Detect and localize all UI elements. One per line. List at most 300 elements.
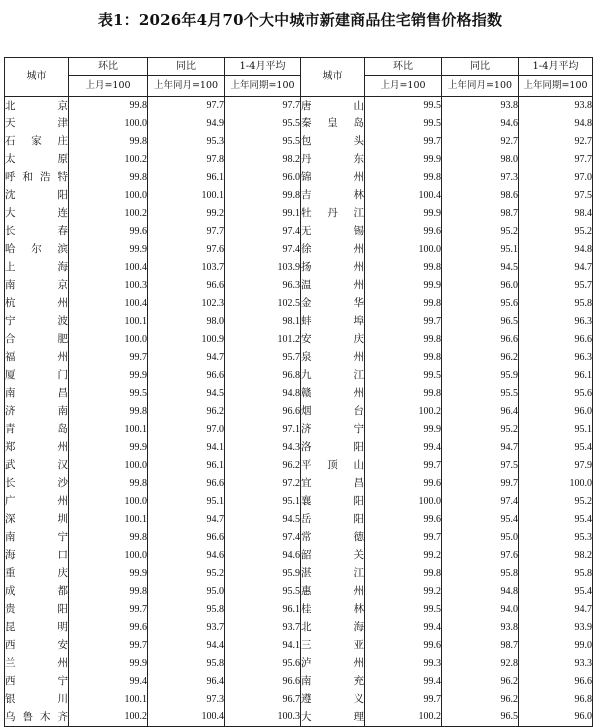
- left-yoy-cell: 95.2: [148, 565, 225, 583]
- left-yoy-cell: 96.6: [148, 475, 225, 493]
- right-mom-cell: 99.6: [365, 637, 442, 655]
- right-mom-cell: 99.5: [365, 367, 442, 385]
- avg-header-left: 1-4月平均: [225, 58, 301, 76]
- left-avg-cell: 95.7: [225, 349, 301, 367]
- right-avg-cell: 95.7: [519, 277, 593, 295]
- left-mom-cell: 99.7: [69, 601, 148, 619]
- right-mom-cell: 99.9: [365, 277, 442, 295]
- right-avg-cell: 95.3: [519, 529, 593, 547]
- left-avg-cell: 93.7: [225, 619, 301, 637]
- left-avg-cell: 94.6: [225, 547, 301, 565]
- right-yoy-cell: 98.7: [442, 637, 519, 655]
- right-city-cell: 秦皇岛: [301, 115, 365, 133]
- left-yoy-cell: 94.7: [148, 349, 225, 367]
- left-city-cell: 天津: [5, 115, 69, 133]
- table-body: [5, 97, 593, 727]
- right-city-cell: 湛江: [301, 565, 365, 583]
- left-yoy-cell: 97.8: [148, 151, 225, 169]
- left-mom-cell: 99.9: [69, 655, 148, 673]
- right-avg-cell: 97.7: [519, 151, 593, 169]
- right-mom-cell: 99.7: [365, 133, 442, 151]
- left-mom-cell: 99.9: [69, 565, 148, 583]
- left-avg-cell: 98.2: [225, 151, 301, 169]
- right-mom-cell: 99.5: [365, 115, 442, 133]
- right-avg-cell: 96.1: [519, 367, 593, 385]
- table-row: [5, 493, 593, 511]
- left-city-cell: 兰州: [5, 655, 69, 673]
- right-yoy-cell: 99.7: [442, 475, 519, 493]
- right-yoy-cell: 95.5: [442, 385, 519, 403]
- left-mom-cell: 99.8: [69, 583, 148, 601]
- table-row: [5, 331, 593, 349]
- left-avg-cell: 97.2: [225, 475, 301, 493]
- table-row: [5, 349, 593, 367]
- right-avg-cell: 95.6: [519, 385, 593, 403]
- left-yoy-cell: 94.4: [148, 637, 225, 655]
- left-mom-cell: 99.6: [69, 619, 148, 637]
- left-avg-cell: 98.1: [225, 313, 301, 331]
- right-mom-cell: 100.0: [365, 241, 442, 259]
- right-avg-cell: 95.4: [519, 583, 593, 601]
- right-city-cell: 泉州: [301, 349, 365, 367]
- left-city-cell: 合肥: [5, 331, 69, 349]
- right-mom-cell: 100.2: [365, 403, 442, 421]
- right-mom-cell: 99.4: [365, 439, 442, 457]
- yoy-header-right: 同比: [442, 58, 519, 76]
- mom-header-left: 环比: [69, 58, 148, 76]
- left-mom-cell: 100.4: [69, 259, 148, 277]
- left-avg-cell: 96.1: [225, 601, 301, 619]
- right-mom-cell: 99.5: [365, 97, 442, 115]
- left-avg-cell: 97.4: [225, 529, 301, 547]
- left-mom-cell: 99.9: [69, 367, 148, 385]
- left-yoy-cell: 95.1: [148, 493, 225, 511]
- left-city-cell: 杭州: [5, 295, 69, 313]
- table-row: [5, 169, 593, 187]
- right-avg-cell: 96.3: [519, 313, 593, 331]
- left-city-cell: 长沙: [5, 475, 69, 493]
- left-yoy-cell: 100.9: [148, 331, 225, 349]
- table-row: [5, 691, 593, 709]
- right-city-cell: 唐山: [301, 97, 365, 115]
- table-row: [5, 655, 593, 673]
- table-row: [5, 547, 593, 565]
- left-avg-cell: 96.7: [225, 691, 301, 709]
- right-city-cell: 襄阳: [301, 493, 365, 511]
- right-avg-cell: 95.2: [519, 223, 593, 241]
- right-avg-cell: 96.0: [519, 709, 593, 727]
- right-city-cell: 扬州: [301, 259, 365, 277]
- right-yoy-cell: 96.4: [442, 403, 519, 421]
- right-mom-cell: 99.9: [365, 151, 442, 169]
- left-yoy-cell: 102.3: [148, 295, 225, 313]
- right-mom-cell: 100.0: [365, 493, 442, 511]
- left-avg-cell: 95.5: [225, 115, 301, 133]
- mom-base-left: 上月=100: [69, 76, 148, 97]
- header-row-1: [5, 58, 593, 76]
- table-row: [5, 295, 593, 313]
- right-mom-cell: 99.7: [365, 529, 442, 547]
- left-mom-cell: 100.4: [69, 295, 148, 313]
- table-row: [5, 115, 593, 133]
- price-index-table: [4, 57, 593, 727]
- left-mom-cell: 100.2: [69, 151, 148, 169]
- left-avg-cell: 96.6: [225, 673, 301, 691]
- left-city-cell: 沈阳: [5, 187, 69, 205]
- table-row: [5, 241, 593, 259]
- right-mom-cell: 99.9: [365, 205, 442, 223]
- left-yoy-cell: 94.6: [148, 547, 225, 565]
- avg-base-right: 上年同期=100: [519, 76, 593, 97]
- right-yoy-cell: 98.6: [442, 187, 519, 205]
- left-city-cell: 北京: [5, 97, 69, 115]
- left-avg-cell: 95.5: [225, 583, 301, 601]
- left-mom-cell: 99.8: [69, 475, 148, 493]
- right-mom-cell: 99.8: [365, 331, 442, 349]
- left-city-cell: 济南: [5, 403, 69, 421]
- right-avg-cell: 92.7: [519, 133, 593, 151]
- right-yoy-cell: 97.6: [442, 547, 519, 565]
- left-city-cell: 广州: [5, 493, 69, 511]
- left-city-cell: 南宁: [5, 529, 69, 547]
- right-city-cell: 遵义: [301, 691, 365, 709]
- left-mom-cell: 99.6: [69, 223, 148, 241]
- left-city-cell: 厦门: [5, 367, 69, 385]
- right-yoy-cell: 97.5: [442, 457, 519, 475]
- right-avg-cell: 96.6: [519, 673, 593, 691]
- right-mom-cell: 99.8: [365, 385, 442, 403]
- left-mom-cell: 100.0: [69, 547, 148, 565]
- right-yoy-cell: 96.5: [442, 313, 519, 331]
- right-avg-cell: 93.8: [519, 97, 593, 115]
- right-city-cell: 无锡: [301, 223, 365, 241]
- left-mom-cell: 100.0: [69, 493, 148, 511]
- right-mom-cell: 99.8: [365, 169, 442, 187]
- right-avg-cell: 100.0: [519, 475, 593, 493]
- right-yoy-cell: 93.8: [442, 619, 519, 637]
- left-city-cell: 贵阳: [5, 601, 69, 619]
- left-avg-cell: 95.6: [225, 655, 301, 673]
- left-city-cell: 西安: [5, 637, 69, 655]
- right-mom-cell: 99.4: [365, 619, 442, 637]
- left-city-cell: 长春: [5, 223, 69, 241]
- right-yoy-cell: 95.4: [442, 511, 519, 529]
- left-yoy-cell: 96.1: [148, 169, 225, 187]
- right-yoy-cell: 93.8: [442, 97, 519, 115]
- left-yoy-cell: 100.4: [148, 709, 225, 727]
- right-mom-cell: 99.7: [365, 691, 442, 709]
- right-yoy-cell: 95.6: [442, 295, 519, 313]
- left-mom-cell: 99.9: [69, 439, 148, 457]
- table-row: [5, 259, 593, 277]
- right-yoy-cell: 95.9: [442, 367, 519, 385]
- left-avg-cell: 96.0: [225, 169, 301, 187]
- right-city-cell: 金华: [301, 295, 365, 313]
- left-city-cell: 南京: [5, 277, 69, 295]
- right-avg-cell: 98.4: [519, 205, 593, 223]
- left-avg-cell: 97.4: [225, 241, 301, 259]
- left-city-cell: 福州: [5, 349, 69, 367]
- right-city-cell: 吉林: [301, 187, 365, 205]
- left-mom-cell: 100.2: [69, 709, 148, 727]
- left-yoy-cell: 94.1: [148, 439, 225, 457]
- right-mom-cell: 100.2: [365, 709, 442, 727]
- left-city-cell: 乌鲁木齐: [5, 709, 69, 727]
- left-mom-cell: 99.8: [69, 403, 148, 421]
- left-avg-cell: 99.8: [225, 187, 301, 205]
- left-yoy-cell: 96.6: [148, 277, 225, 295]
- table-row: [5, 421, 593, 439]
- left-avg-cell: 96.8: [225, 367, 301, 385]
- table-row: [5, 529, 593, 547]
- left-mom-cell: 99.8: [69, 133, 148, 151]
- left-mom-cell: 99.8: [69, 169, 148, 187]
- right-mom-cell: 99.6: [365, 475, 442, 493]
- left-city-cell: 太原: [5, 151, 69, 169]
- left-avg-cell: 96.3: [225, 277, 301, 295]
- right-avg-cell: 94.7: [519, 259, 593, 277]
- right-avg-cell: 94.8: [519, 115, 593, 133]
- left-mom-cell: 99.8: [69, 97, 148, 115]
- right-yoy-cell: 96.5: [442, 709, 519, 727]
- left-yoy-cell: 98.0: [148, 313, 225, 331]
- right-city-cell: 徐州: [301, 241, 365, 259]
- right-mom-cell: 99.5: [365, 601, 442, 619]
- left-mom-cell: 99.8: [69, 529, 148, 547]
- right-city-cell: 平顶山: [301, 457, 365, 475]
- mom-header-right: 环比: [365, 58, 442, 76]
- left-avg-cell: 96.2: [225, 457, 301, 475]
- right-avg-cell: 95.8: [519, 565, 593, 583]
- right-avg-cell: 95.4: [519, 439, 593, 457]
- left-avg-cell: 94.1: [225, 637, 301, 655]
- table-row: [5, 133, 593, 151]
- right-avg-cell: 99.0: [519, 637, 593, 655]
- yoy-base-right: 上年同月=100: [442, 76, 519, 97]
- table-row: [5, 619, 593, 637]
- right-city-cell: 锦州: [301, 169, 365, 187]
- right-mom-cell: 99.6: [365, 511, 442, 529]
- left-yoy-cell: 95.8: [148, 601, 225, 619]
- right-city-cell: 三亚: [301, 637, 365, 655]
- right-yoy-cell: 98.0: [442, 151, 519, 169]
- table-row: [5, 673, 593, 691]
- left-city-cell: 海口: [5, 547, 69, 565]
- left-mom-cell: 100.0: [69, 187, 148, 205]
- left-city-cell: 大连: [5, 205, 69, 223]
- left-mom-cell: 100.0: [69, 457, 148, 475]
- left-yoy-cell: 94.5: [148, 385, 225, 403]
- left-yoy-cell: 96.4: [148, 673, 225, 691]
- right-city-cell: 包头: [301, 133, 365, 151]
- left-mom-cell: 100.2: [69, 205, 148, 223]
- left-mom-cell: 99.7: [69, 637, 148, 655]
- left-city-cell: 哈尔滨: [5, 241, 69, 259]
- left-avg-cell: 101.2: [225, 331, 301, 349]
- right-city-cell: 济宁: [301, 421, 365, 439]
- left-avg-cell: 94.3: [225, 439, 301, 457]
- right-city-cell: 韶关: [301, 547, 365, 565]
- left-avg-cell: 95.9: [225, 565, 301, 583]
- left-avg-cell: 99.1: [225, 205, 301, 223]
- right-city-cell: 温州: [301, 277, 365, 295]
- left-avg-cell: 100.3: [225, 709, 301, 727]
- left-yoy-cell: 96.1: [148, 457, 225, 475]
- right-yoy-cell: 92.7: [442, 133, 519, 151]
- right-mom-cell: 99.3: [365, 655, 442, 673]
- right-mom-cell: 99.9: [365, 421, 442, 439]
- left-mom-cell: 100.1: [69, 691, 148, 709]
- left-city-cell: 青岛: [5, 421, 69, 439]
- left-avg-cell: 96.6: [225, 403, 301, 421]
- left-mom-cell: 100.1: [69, 421, 148, 439]
- table-row: [5, 151, 593, 169]
- left-avg-cell: 94.8: [225, 385, 301, 403]
- right-city-cell: 牡丹江: [301, 205, 365, 223]
- left-yoy-cell: 95.0: [148, 583, 225, 601]
- left-avg-cell: 97.7: [225, 97, 301, 115]
- right-city-cell: 惠州: [301, 583, 365, 601]
- left-city-cell: 石家庄: [5, 133, 69, 151]
- right-yoy-cell: 94.8: [442, 583, 519, 601]
- mom-base-right: 上月=100: [365, 76, 442, 97]
- left-city-cell: 成都: [5, 583, 69, 601]
- left-yoy-cell: 97.0: [148, 421, 225, 439]
- left-city-cell: 银川: [5, 691, 69, 709]
- left-city-cell: 郑州: [5, 439, 69, 457]
- table-title: 表1：2026年4月70个大中城市新建商品住宅销售价格指数: [97, 11, 503, 29]
- right-city-cell: 常德: [301, 529, 365, 547]
- right-avg-cell: 94.8: [519, 241, 593, 259]
- right-avg-cell: 93.3: [519, 655, 593, 673]
- right-avg-cell: 93.9: [519, 619, 593, 637]
- right-mom-cell: 99.8: [365, 259, 442, 277]
- right-mom-cell: 100.4: [365, 187, 442, 205]
- left-mom-cell: 100.0: [69, 331, 148, 349]
- left-avg-cell: 94.5: [225, 511, 301, 529]
- right-avg-cell: 96.8: [519, 691, 593, 709]
- table-row: [5, 187, 593, 205]
- right-city-cell: 洛阳: [301, 439, 365, 457]
- right-yoy-cell: 95.2: [442, 223, 519, 241]
- right-avg-cell: 96.0: [519, 403, 593, 421]
- right-yoy-cell: 94.0: [442, 601, 519, 619]
- left-mom-cell: 100.1: [69, 511, 148, 529]
- right-city-cell: 北海: [301, 619, 365, 637]
- right-yoy-cell: 95.8: [442, 565, 519, 583]
- table-row: [5, 313, 593, 331]
- yoy-base-left: 上年同月=100: [148, 76, 225, 97]
- avg-header-right: 1-4月平均: [519, 58, 593, 76]
- right-yoy-cell: 96.0: [442, 277, 519, 295]
- right-yoy-cell: 97.3: [442, 169, 519, 187]
- right-avg-cell: 95.4: [519, 511, 593, 529]
- right-mom-cell: 99.7: [365, 457, 442, 475]
- right-avg-cell: 97.9: [519, 457, 593, 475]
- right-yoy-cell: 95.2: [442, 421, 519, 439]
- avg-base-left: 上年同期=100: [225, 76, 301, 97]
- right-mom-cell: 99.8: [365, 349, 442, 367]
- right-yoy-cell: 95.1: [442, 241, 519, 259]
- right-avg-cell: 97.5: [519, 187, 593, 205]
- table-row: [5, 457, 593, 475]
- right-city-cell: 岳阳: [301, 511, 365, 529]
- right-yoy-cell: 96.6: [442, 331, 519, 349]
- left-city-cell: 南昌: [5, 385, 69, 403]
- left-mom-cell: 99.5: [69, 385, 148, 403]
- right-yoy-cell: 95.0: [442, 529, 519, 547]
- left-yoy-cell: 96.6: [148, 367, 225, 385]
- left-yoy-cell: 96.2: [148, 403, 225, 421]
- left-avg-cell: 95.1: [225, 493, 301, 511]
- right-city-cell: 安庆: [301, 331, 365, 349]
- right-avg-cell: 95.8: [519, 295, 593, 313]
- left-city-cell: 呼和浩特: [5, 169, 69, 187]
- left-yoy-cell: 99.2: [148, 205, 225, 223]
- left-yoy-cell: 95.3: [148, 133, 225, 151]
- right-city-cell: 南充: [301, 673, 365, 691]
- right-yoy-cell: 92.8: [442, 655, 519, 673]
- left-yoy-cell: 97.7: [148, 223, 225, 241]
- left-avg-cell: 97.1: [225, 421, 301, 439]
- right-mom-cell: 99.2: [365, 547, 442, 565]
- left-yoy-cell: 100.1: [148, 187, 225, 205]
- right-avg-cell: 94.7: [519, 601, 593, 619]
- left-yoy-cell: 97.3: [148, 691, 225, 709]
- table-row: [5, 583, 593, 601]
- right-mom-cell: 99.7: [365, 313, 442, 331]
- right-avg-cell: 98.2: [519, 547, 593, 565]
- left-city-cell: 西宁: [5, 673, 69, 691]
- left-mom-cell: 99.4: [69, 673, 148, 691]
- left-city-cell: 上海: [5, 259, 69, 277]
- left-mom-cell: 99.7: [69, 349, 148, 367]
- right-mom-cell: 99.2: [365, 583, 442, 601]
- left-yoy-cell: 103.7: [148, 259, 225, 277]
- table-row: [5, 403, 593, 421]
- yoy-header-left: 同比: [148, 58, 225, 76]
- right-yoy-cell: 94.5: [442, 259, 519, 277]
- table-row: [5, 601, 593, 619]
- table-row: [5, 277, 593, 295]
- left-avg-cell: 102.5: [225, 295, 301, 313]
- right-city-cell: 宜昌: [301, 475, 365, 493]
- table-row: [5, 97, 593, 115]
- left-mom-cell: 100.3: [69, 277, 148, 295]
- table-row: [5, 511, 593, 529]
- left-yoy-cell: 97.6: [148, 241, 225, 259]
- left-yoy-cell: 97.7: [148, 97, 225, 115]
- left-mom-cell: 100.1: [69, 313, 148, 331]
- right-city-cell: 泸州: [301, 655, 365, 673]
- right-mom-cell: 99.8: [365, 565, 442, 583]
- right-yoy-cell: 96.2: [442, 691, 519, 709]
- left-city-cell: 武汉: [5, 457, 69, 475]
- right-yoy-cell: 98.7: [442, 205, 519, 223]
- right-mom-cell: 99.8: [365, 295, 442, 313]
- left-yoy-cell: 94.7: [148, 511, 225, 529]
- right-yoy-cell: 96.2: [442, 673, 519, 691]
- right-city-cell: 大理: [301, 709, 365, 727]
- left-avg-cell: 103.9: [225, 259, 301, 277]
- left-avg-cell: 95.5: [225, 133, 301, 151]
- left-city-cell: 宁波: [5, 313, 69, 331]
- table-row: [5, 475, 593, 493]
- city-header-right: 城市: [301, 58, 365, 97]
- left-city-cell: 昆明: [5, 619, 69, 637]
- right-avg-cell: 96.6: [519, 331, 593, 349]
- right-mom-cell: 99.4: [365, 673, 442, 691]
